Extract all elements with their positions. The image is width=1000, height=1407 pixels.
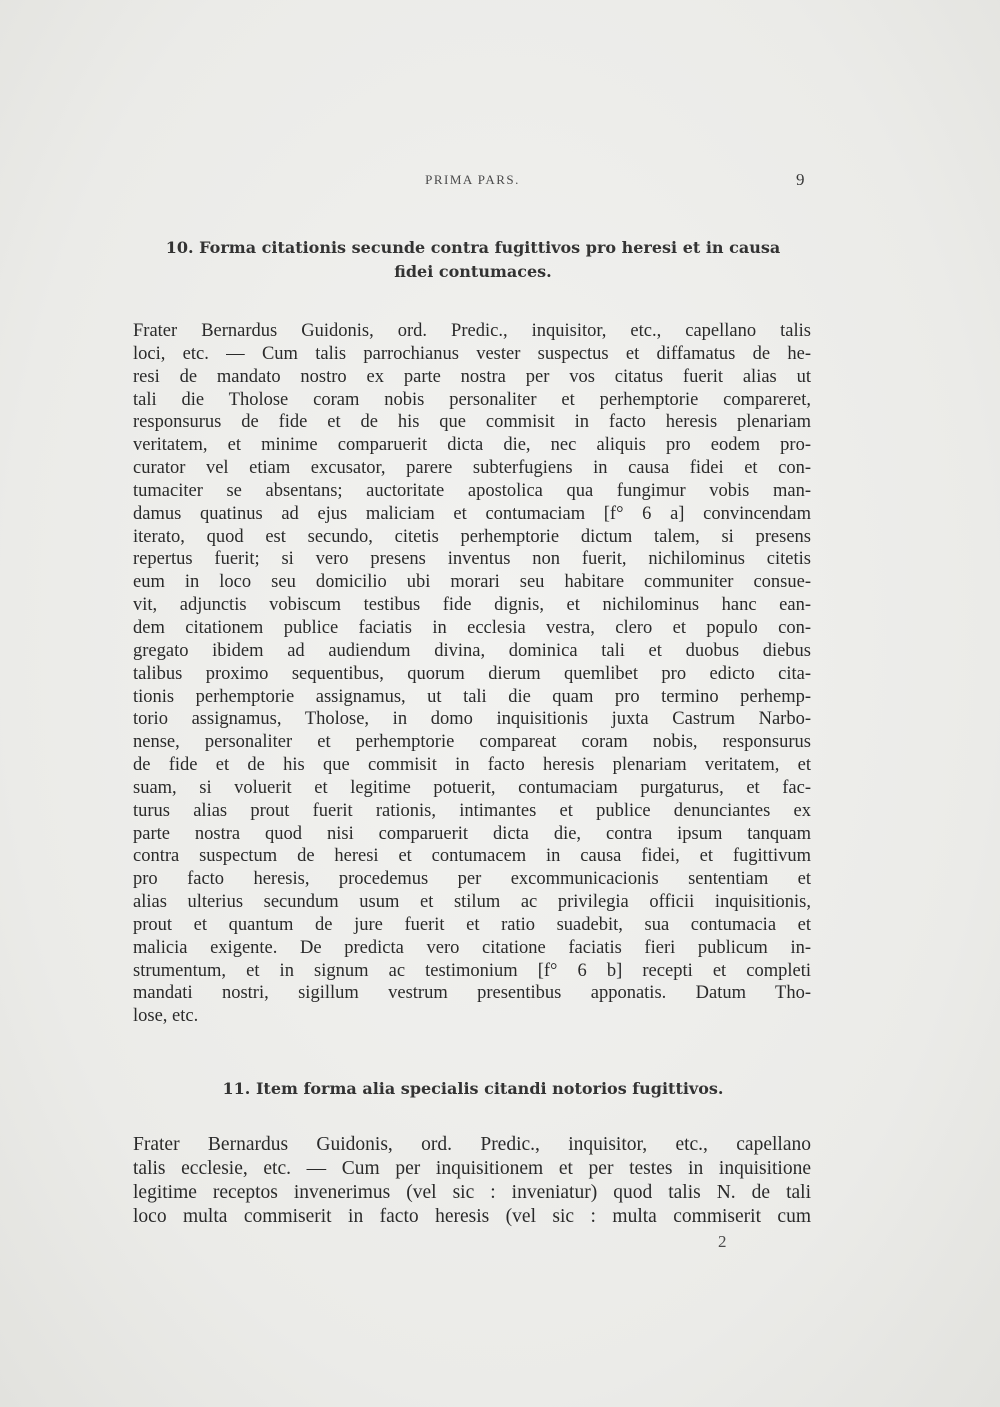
section-10-heading (135, 236, 811, 284)
text-line: iterato, quod est secundo, citetis perhemptorie dictum talem, si presens (133, 526, 811, 547)
text-line: alias ulterius secundum usum et stilum ac privilegia officii inquisitionis, (133, 892, 811, 913)
text-line: talis ecclesie, etc. — Cum per inquisitionem et per testes in inquisitione (133, 1158, 811, 1179)
text-line: malicia exigente. De predicta vero citatione faciatis fieri publicum in- (133, 937, 811, 958)
text-line: turus alias prout fuerit rationis, intimantes et publice denunciantes ex (133, 800, 811, 821)
text-line: vit, adjunctis vobiscum testibus fide dignis, et nichilominus hanc ean- (133, 595, 811, 616)
text-line: pro facto heresis, procedemus per excommunicacionis sententiam et (133, 869, 811, 890)
text-line: tionis perhemptorie assignamus, ut tali die quam pro termino perhemp- (133, 686, 811, 707)
text-line: suam, si voluerit et legitime potuerit, contumaciam purgaturus, et fac- (133, 777, 811, 798)
text-line: responsurus de fide et de his que commisit in facto heresis plenariam (133, 412, 811, 433)
text-line: dem citationem publice faciatis in ecclesia vestra, clero et populo con- (133, 617, 811, 638)
text-line: tali die Tholose coram nobis personaliter et perhemptorie compareret, (133, 389, 811, 410)
text-line: repertus fuerit; si vero presens inventus non fuerit, nichilominus citetis (133, 549, 811, 570)
text-line: loci, etc. — Cum talis parrochianus vester suspectus et diffamatus de he- (133, 343, 811, 364)
text-line: de fide et de his que commisit in facto heresis plenariam veritatem, et (133, 755, 811, 776)
text-line: Frater Bernardus Guidonis, ord. Predic., inquisitor, etc., capellano (133, 1134, 811, 1155)
running-title: PRIMA PARS. (425, 172, 520, 187)
text-line: resi de mandato nostro ex parte nostra per vos citatus fuerit alias ut (133, 366, 811, 387)
text-line: torio assignamus, Tholose, in domo inquisitionis juxta Castrum Narbo- (133, 709, 811, 730)
text-line: contra suspectum de heresi et contumacem in causa fidei, et fugittivum (133, 846, 811, 867)
section-11-body (133, 1133, 811, 1229)
text-line: curator vel etiam excusator, parere subterfugiens in causa fidei et con- (133, 458, 811, 479)
text-line: eum in loco seu domicilio ubi morari seu habitare communiter consue- (133, 572, 811, 593)
text-line: Frater Bernardus Guidonis, ord. Predic., inquisitor, etc., capellano talis (133, 321, 811, 341)
text-line: gregato ibidem ad audiendum divina, dominica tali et duobus diebus (133, 640, 811, 661)
heading-line: 10. Forma citationis secunde contra fugittivos pro heresi et in causa (165, 238, 781, 257)
text-line: prout et quantum de jure fuerit et ratio suadebit, sua contumacia et (133, 914, 811, 935)
text-line: mandati nostri, sigillum vestrum presentibus apponatis. Datum Tho- (133, 983, 811, 1004)
text-line: tumaciter se absentans; auctoritate apostolica qua fungimur vobis man- (133, 480, 811, 501)
text-line: strumentum, et in signum ac testimonium [f° 6 b] recepti et completi (133, 960, 811, 981)
heading-line: 11. Item forma alia specialis citandi notorios fugittivos. (222, 1079, 724, 1098)
heading-line: fidei contumaces. (394, 262, 552, 281)
running-head (0, 172, 1000, 194)
page-number: 9 (796, 170, 805, 189)
text-line: lose, etc. (133, 1006, 199, 1027)
text-line: damus quatinus ad ejus maliciam et contumaciam [f° 6 a] convincendam (133, 503, 811, 524)
section-11-heading (135, 1077, 811, 1101)
text-line: parte nostra quod nisi comparuerit dicta die, contra ipsum tanquam (133, 823, 811, 844)
text-line: legitime receptos invenerimus (vel sic : inveniatur) quod talis N. de tali (133, 1182, 811, 1203)
text-line: talibus proximo sequentibus, quorum dierum quemlibet pro edicto cita- (133, 663, 811, 684)
section-10-body (133, 320, 811, 1028)
text-line: veritatem, et minime comparuerit dicta die, nec aliquis pro eodem pro- (133, 435, 811, 456)
text-line: loco multa commiserit in facto heresis (vel sic : multa commiserit cum (133, 1206, 811, 1227)
signature-mark: 2 (718, 1232, 727, 1251)
text-line: nense, personaliter et perhemptorie compareat coram nobis, responsurus (133, 732, 811, 753)
